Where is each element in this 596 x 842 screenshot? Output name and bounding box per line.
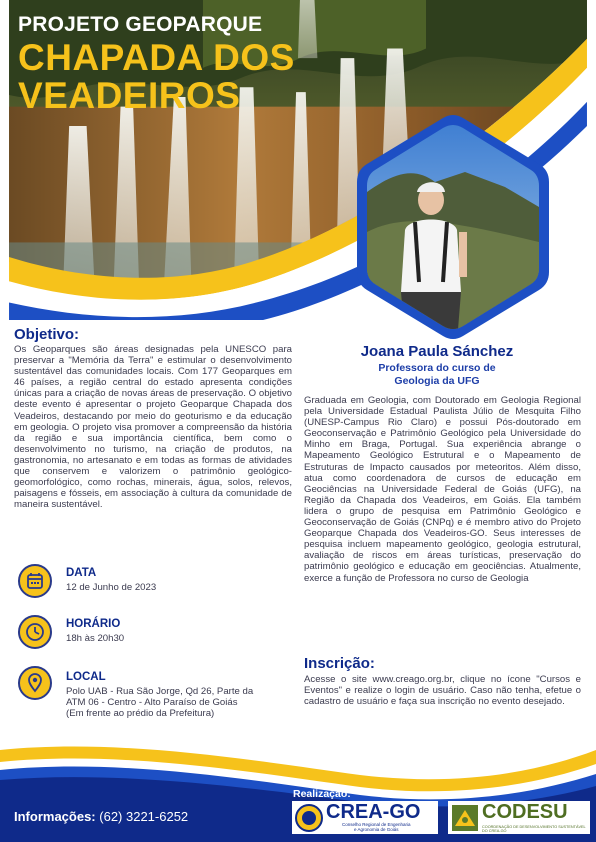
horario-label: HORÁRIO — [66, 618, 121, 630]
crea-sub-1: Conselho Regional de Engenharia — [342, 822, 411, 827]
codesu-sub: COORDENAÇÃO DE DESENVOLVIMENTO SUSTENTÁVEL DO CREA-GO — [482, 825, 586, 833]
footer-contact — [14, 809, 188, 824]
location-pin-icon — [18, 666, 52, 700]
title-line-3: VEADEIROS — [18, 75, 241, 116]
speaker-photo — [335, 112, 555, 342]
title-line-2: CHAPADA DOS — [18, 37, 295, 78]
codesu-emblem-icon — [451, 804, 479, 832]
crea-seal-icon — [295, 804, 323, 832]
inscricao-heading: Inscrição: — [304, 655, 375, 672]
objetivo-heading: Objetivo: — [14, 326, 80, 343]
calendar-icon — [18, 564, 52, 598]
speaker-bio: Graduada em Geologia, com Doutorado em Geologia Regional pela Universidade Estadual Paulista Júlio de Mesquita Filho (UNESP-Campus Rio Claro) e possui Pós-doutorado em Geoconservação e Patrimônio Geológico pela Universidade do Minho em Braga, Portugal. Sua experiência abrange o Mapeamento Geológico Estrutural e o Mapeamento de Estruturas de Impacto causados por meteoritos. Além disso, atua como coordenadora de cursos de educação em Geociências na Universidade Federal de Goiás (UFG), na Região da Chapada dos Veadeiros, em Goiás. Ela também lidera o grupo de pesquisa em Patrimônio Geológico e Geoconservação de Goiás (CNPq) e é membro ativo do Projeto Geoparque Chapada dos Veadeiros-GO. Seus interesses de pesquisa incluem mapeamento geológico, geologia estrutural, avaliação de riscos em áreas turísticas, preservação do patrimônio geológico e educação em geociências. Atualmente, exerce a função de Professora no curso de Geologia — [304, 395, 581, 584]
local-line-2: ATM 06 - Centro - Alto Paraíso de Goiás — [66, 697, 238, 708]
data-value: 12 de Junho de 2023 — [66, 582, 157, 593]
info-phone: (62) 3221-6252 — [99, 809, 189, 824]
title-line-1: PROJETO GEOPARQUE — [18, 13, 263, 36]
local-label: LOCAL — [66, 671, 106, 683]
horario-value: 18h às 20h30 — [66, 633, 125, 644]
speaker-role-line-1: Professora do curso de — [378, 362, 496, 374]
speaker-role-line-2: Geologia da UFG — [394, 375, 480, 387]
crea-go-logo — [292, 801, 438, 834]
data-label: DATA — [66, 567, 97, 579]
codesu-logo — [448, 801, 590, 834]
info-label: Informações: — [14, 809, 96, 824]
crea-name: CREA-GO — [326, 801, 421, 823]
clock-icon — [18, 615, 52, 649]
inscricao-text: Acesse o site www.creago.org.br, clique no ícone "Cursos e Eventos" e realize o login de usuário. Caso não tenha, efetue o cadastro de usuário e faça sua inscrição no evento desejado. — [304, 674, 581, 708]
objetivo-text: Os Geoparques são áreas designadas pela UNESCO para preservar a "Memória da Terra" e estimular o desenvolvimento sustentável das comunidades locais. Com 177 Geoparques em 46 países, a região central do estado apresenta condições únicas para a criação de novas áreas de preservação. O objetivo deste evento é apresentar o projeto Geoparque Chapada dos Veadeiros, destacando por meio do geoturismo e da educação em geologia. O projeto visa promover a compreensão da história da região e sua importância científica, bem como o desenvolvimento no turismo, na criação de produtos, na gastronomia, no artesanato e em todas as formas de atividades que conservem e valorizem o patrimônio geológico-geomorfológico, como rochas, minerais, água, solos, relevos, paisagens e fósseis, em associação à cultura da comunidade de maneira sustentável. — [14, 344, 292, 511]
realizacao-label: Realização: — [293, 788, 351, 800]
speaker-name: Joana Paula Sánchez — [360, 343, 514, 360]
local-line-3: (Em frente ao prédio da Prefeitura) — [66, 708, 215, 719]
codesu-name: CODESU — [482, 801, 568, 823]
local-line-1: Polo UAB - Rua São Jorge, Qd 26, Parte da — [66, 686, 254, 697]
crea-sub-2: e Agronomia de Goiás — [354, 827, 399, 832]
